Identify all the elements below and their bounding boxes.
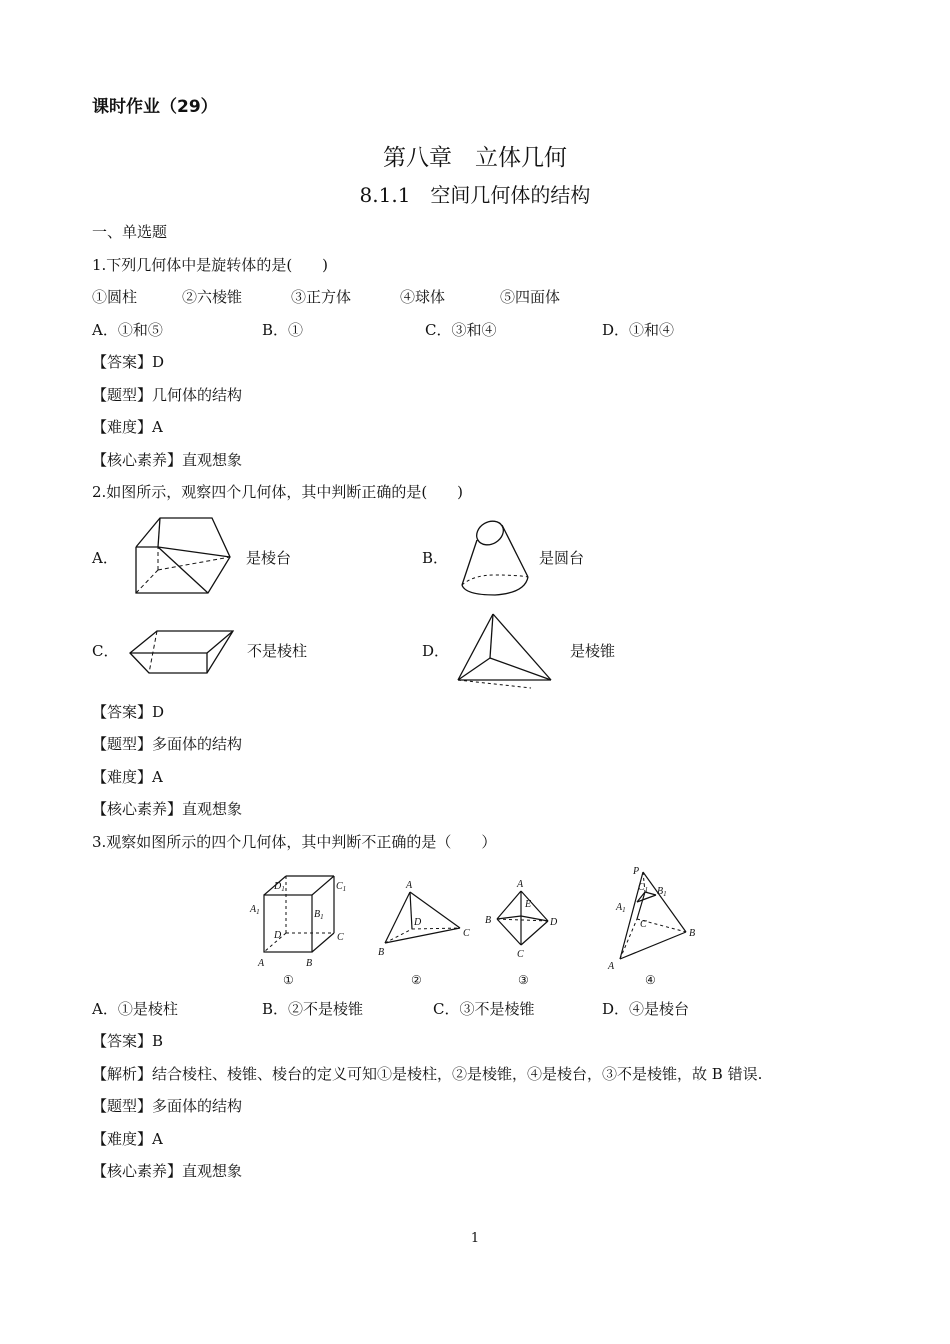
bipyramid-label: E — [525, 899, 532, 910]
frustum-label: A — [608, 961, 615, 972]
q2-literacy: 【核心素养】直观想象 — [92, 800, 243, 818]
q3-literacy: 【核心素养】直观想象 — [92, 1162, 243, 1180]
q3-difficulty: 【难度】A — [92, 1130, 163, 1148]
cube-label: $D_1$ — [274, 881, 285, 893]
pyramid-figure — [385, 892, 460, 943]
bipyramid-label: A — [517, 879, 524, 890]
pyramid-label: A — [406, 880, 413, 891]
pyramid-label: D — [414, 917, 422, 928]
q2-option-d-letter: D． — [422, 642, 450, 660]
cube-label: C — [337, 932, 344, 943]
cube-label: $B_1$ — [314, 909, 324, 921]
q1-type: 【题型】几何体的结构 — [92, 386, 243, 404]
homework-title: 课时作业（29） — [92, 97, 218, 117]
q1-answer: 【答案】D — [92, 353, 165, 371]
part-title: 一、单选题 — [92, 223, 168, 241]
frustum-figure — [620, 872, 686, 959]
figure-3-label: ③ — [518, 973, 529, 987]
q1-option-d: D．①和④ — [602, 321, 675, 339]
hexagonal-frustum-figure — [130, 515, 235, 597]
q2-difficulty: 【难度】A — [92, 768, 163, 786]
q1-item: ④球体 — [400, 288, 446, 306]
section-title: 8.1.1 空间几何体的结构 — [359, 183, 591, 207]
bipyramid-figure — [497, 891, 548, 945]
figure-4-label: ④ — [645, 973, 656, 987]
q1-option-a: A．①和⑤ — [92, 321, 163, 339]
q3-answer: 【答案】B — [92, 1032, 164, 1050]
q1-item: ⑤四面体 — [500, 288, 561, 306]
q2-option-a-text: 是棱台 — [246, 549, 292, 567]
cube-label: B — [306, 958, 313, 969]
q2-option-b-letter: B． — [422, 549, 449, 567]
q3-figures — [240, 862, 710, 992]
frustum-label: B — [689, 928, 696, 939]
figure-2-label: ② — [411, 973, 422, 987]
q3-stem: 3.观察如图所示的四个几何体，其中判断不正确的是（ ） — [92, 833, 497, 851]
q1-item: ①圆柱 — [92, 288, 138, 306]
bipyramid-label: C — [517, 949, 524, 960]
q2-answer: 【答案】D — [92, 703, 165, 721]
frustum-label: $C_1$ — [638, 882, 649, 894]
q3-option-b: B．②不是棱锥 — [262, 1000, 364, 1018]
q3-analysis: 【解析】结合棱柱、棱锥、棱台的定义可知①是棱柱，②是棱锥，④是棱台，③不是棱锥，故 B 错误. — [92, 1065, 763, 1083]
frustum-label: $B_1$ — [657, 886, 667, 898]
q1-item: ②六棱锥 — [182, 288, 243, 306]
bipyramid-label: D — [550, 917, 558, 928]
q1-literacy: 【核心素养】直观想象 — [92, 451, 243, 469]
q2-option-b-text: 是圆台 — [539, 549, 585, 567]
q1-option-b: B．① — [262, 321, 304, 339]
q2-type: 【题型】多面体的结构 — [92, 735, 243, 753]
parallelepiped-figure — [127, 628, 237, 678]
cube-label: $C_1$ — [336, 881, 347, 893]
frustum-label: P — [633, 866, 640, 877]
q2-option-a-letter: A． — [92, 549, 118, 567]
q1-difficulty: 【难度】A — [92, 418, 163, 436]
cube-label: D — [274, 930, 282, 941]
q3-type: 【题型】多面体的结构 — [92, 1097, 243, 1115]
cube-label: A — [258, 958, 265, 969]
triangular-pyramid-figure — [455, 610, 555, 692]
q3-option-c: C．③不是棱锥 — [433, 1000, 535, 1018]
q2-option-c-letter: C． — [92, 642, 119, 660]
q1-stem: 1.下列几何体中是旋转体的是( ) — [92, 256, 329, 274]
frustum-label: C — [640, 919, 647, 930]
pyramid-label: C — [463, 928, 470, 939]
q2-stem: 2.如图所示，观察四个几何体，其中判断正确的是( ) — [92, 483, 464, 501]
page-number: 1 — [470, 1231, 480, 1246]
q2-option-c-text: 不是棱柱 — [247, 642, 308, 660]
q1-option-c: C．③和④ — [425, 321, 497, 339]
figure-1-label: ① — [283, 973, 294, 987]
frustum-label: $A_1$ — [616, 902, 626, 914]
q1-item: ③正方体 — [291, 288, 352, 306]
bipyramid-label: B — [485, 915, 492, 926]
slanted-frustum-figure — [455, 515, 535, 600]
q2-option-d-text: 是棱锥 — [570, 642, 616, 660]
q3-option-a: A．①是棱柱 — [92, 1000, 178, 1018]
q3-option-d: D．④是棱台 — [602, 1000, 690, 1018]
cube-label: $A_1$ — [250, 904, 260, 916]
pyramid-label: B — [378, 947, 385, 958]
chapter-title: 第八章 立体几何 — [383, 145, 567, 171]
